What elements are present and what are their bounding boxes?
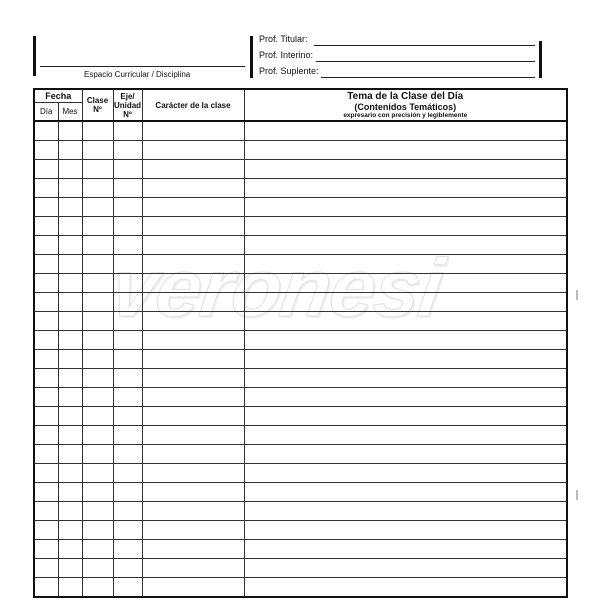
table-row: [34, 369, 567, 388]
cell-caracter[interactable]: [142, 407, 244, 426]
cell-caracter[interactable]: [142, 160, 244, 179]
cell-caracter[interactable]: [142, 445, 244, 464]
cell-eje[interactable]: [113, 350, 142, 369]
cell-clase[interactable]: [82, 141, 113, 160]
cell-caracter[interactable]: [142, 521, 244, 540]
cell-mes[interactable]: [58, 198, 82, 217]
cell-dia[interactable]: [34, 388, 58, 407]
cell-clase[interactable]: [82, 293, 113, 312]
teacher-line-interino[interactable]: [316, 61, 535, 62]
header-mes: Mes: [58, 102, 82, 121]
cell-clase[interactable]: [82, 388, 113, 407]
cell-tema[interactable]: [244, 121, 567, 141]
header-tema-title: Tema de la Clase del Día: [347, 90, 464, 102]
cell-mes[interactable]: [58, 464, 82, 483]
cell-clase[interactable]: [82, 502, 113, 521]
cell-eje[interactable]: [113, 521, 142, 540]
cell-caracter[interactable]: [142, 331, 244, 350]
cell-clase[interactable]: [82, 255, 113, 274]
cell-tema[interactable]: [244, 141, 567, 160]
header-caracter: Carácter de la clase: [142, 89, 244, 121]
watermark-logo: veronesi: [105, 243, 448, 334]
cell-dia[interactable]: [34, 312, 58, 331]
table-row: [34, 198, 567, 217]
cell-caracter[interactable]: [142, 255, 244, 274]
header-tema-sub: (Contenidos Temáticos): [354, 101, 457, 112]
cell-mes[interactable]: [58, 255, 82, 274]
cell-caracter[interactable]: [142, 559, 244, 578]
cell-tema[interactable]: [244, 521, 567, 540]
cell-clase[interactable]: [82, 540, 113, 559]
cell-clase[interactable]: [82, 217, 113, 236]
cell-dia[interactable]: [34, 407, 58, 426]
table-row: [34, 312, 567, 331]
cell-tema[interactable]: [244, 331, 567, 350]
cell-dia[interactable]: [34, 141, 58, 160]
cell-caracter[interactable]: [142, 388, 244, 407]
table-row: [34, 255, 567, 274]
header-right-bar: [539, 41, 542, 78]
cell-mes[interactable]: [58, 217, 82, 236]
cell-eje[interactable]: [113, 274, 142, 293]
table-row: [34, 179, 567, 198]
header-tema: [244, 89, 567, 121]
table-row: [34, 483, 567, 502]
cell-caracter[interactable]: [142, 502, 244, 521]
cell-tema[interactable]: [244, 217, 567, 236]
cell-tema[interactable]: [244, 407, 567, 426]
cell-caracter[interactable]: [142, 369, 244, 388]
header-eje-line2: Unidad: [113, 100, 142, 110]
cell-eje[interactable]: [113, 407, 142, 426]
table-row: [34, 236, 567, 255]
cell-tema[interactable]: [244, 179, 567, 198]
cell-mes[interactable]: [58, 121, 82, 141]
cell-caracter[interactable]: [142, 141, 244, 160]
cell-mes[interactable]: [58, 521, 82, 540]
cell-mes[interactable]: [58, 236, 82, 255]
header-fecha: Fecha: [34, 89, 82, 102]
teacher-label-interino: Prof. Interino:: [259, 50, 314, 60]
table-row: [34, 578, 567, 598]
cell-caracter[interactable]: [142, 350, 244, 369]
cell-dia[interactable]: [34, 350, 58, 369]
cell-eje[interactable]: [113, 217, 142, 236]
cell-eje[interactable]: [113, 578, 142, 598]
table-row: [34, 521, 567, 540]
cell-eje[interactable]: [113, 293, 142, 312]
cell-mes[interactable]: [58, 160, 82, 179]
cell-eje[interactable]: [113, 198, 142, 217]
cell-clase[interactable]: [82, 160, 113, 179]
cell-mes[interactable]: [58, 293, 82, 312]
table-row: [34, 331, 567, 350]
cell-eje[interactable]: [113, 179, 142, 198]
header-clase: [82, 89, 113, 121]
cell-clase[interactable]: [82, 559, 113, 578]
cell-eje[interactable]: [113, 141, 142, 160]
cell-clase[interactable]: [82, 369, 113, 388]
header-clase-line2: Nº: [93, 105, 102, 114]
cell-clase[interactable]: [82, 198, 113, 217]
cell-caracter[interactable]: [142, 578, 244, 598]
course-underline: [40, 66, 245, 67]
teacher-line-suplente[interactable]: [321, 77, 535, 78]
cell-mes[interactable]: [58, 502, 82, 521]
table-row: [34, 445, 567, 464]
cell-mes[interactable]: [58, 559, 82, 578]
cell-caracter[interactable]: [142, 274, 244, 293]
cell-clase[interactable]: [82, 578, 113, 598]
cell-mes[interactable]: [58, 179, 82, 198]
cell-caracter[interactable]: [142, 483, 244, 502]
cell-clase[interactable]: [82, 445, 113, 464]
cell-dia[interactable]: [34, 255, 58, 274]
cell-mes[interactable]: [58, 141, 82, 160]
cell-caracter[interactable]: [142, 312, 244, 331]
table-row: [34, 217, 567, 236]
cell-tema[interactable]: [244, 483, 567, 502]
cell-eje[interactable]: [113, 445, 142, 464]
cell-tema[interactable]: [244, 502, 567, 521]
cell-caracter[interactable]: [142, 217, 244, 236]
cell-dia[interactable]: [34, 502, 58, 521]
cell-dia[interactable]: [34, 160, 58, 179]
cell-caracter[interactable]: [142, 121, 244, 141]
table-row: [34, 426, 567, 445]
teacher-label-titular: Prof. Titular:: [259, 34, 308, 44]
course-label: Espacio Curricular / Disciplina: [84, 70, 191, 79]
cell-mes[interactable]: [58, 274, 82, 293]
cell-mes[interactable]: [58, 483, 82, 502]
table-row: [34, 274, 567, 293]
cell-eje[interactable]: [113, 426, 142, 445]
header-mid-bar: [250, 36, 253, 78]
cell-tema[interactable]: [244, 255, 567, 274]
cell-dia[interactable]: [34, 236, 58, 255]
header-dia: Día: [34, 102, 58, 121]
lesson-rows: [34, 121, 567, 597]
cell-tema[interactable]: [244, 388, 567, 407]
cell-clase[interactable]: [82, 521, 113, 540]
cell-mes[interactable]: [58, 350, 82, 369]
cell-eje[interactable]: [113, 255, 142, 274]
header-clase-line1: Clase: [86, 96, 109, 105]
table-row: [34, 559, 567, 578]
cell-caracter[interactable]: [142, 464, 244, 483]
cell-clase[interactable]: [82, 121, 113, 141]
cell-eje[interactable]: [113, 540, 142, 559]
cell-clase[interactable]: [82, 236, 113, 255]
edge-mark: [576, 290, 578, 300]
cell-dia[interactable]: [34, 369, 58, 388]
cell-mes[interactable]: [58, 445, 82, 464]
table-row: [34, 121, 567, 141]
teacher-line-titular[interactable]: [314, 45, 535, 46]
cell-clase[interactable]: [82, 464, 113, 483]
cell-tema[interactable]: [244, 350, 567, 369]
table-row: [34, 141, 567, 160]
cell-tema[interactable]: [244, 369, 567, 388]
teacher-label-suplente: Prof. Suplente:: [259, 66, 319, 76]
header-eje-line1: Eje/: [120, 91, 135, 101]
cell-tema[interactable]: [244, 426, 567, 445]
cell-caracter[interactable]: [142, 198, 244, 217]
edge-mark: [576, 490, 578, 500]
cell-dia[interactable]: [34, 274, 58, 293]
cell-eje[interactable]: [113, 236, 142, 255]
header-left-bar: [33, 36, 36, 76]
cell-clase[interactable]: [82, 179, 113, 198]
cell-tema[interactable]: [244, 236, 567, 255]
cell-caracter[interactable]: [142, 426, 244, 445]
cell-dia[interactable]: [34, 540, 58, 559]
cell-tema[interactable]: [244, 293, 567, 312]
cell-clase[interactable]: [82, 483, 113, 502]
cell-mes[interactable]: [58, 331, 82, 350]
cell-tema[interactable]: [244, 540, 567, 559]
header-tema-note: expresario con precisión y legiblemente: [343, 111, 468, 119]
cell-caracter[interactable]: [142, 293, 244, 312]
cell-tema[interactable]: [244, 578, 567, 598]
cell-tema[interactable]: [244, 198, 567, 217]
cell-dia[interactable]: [34, 293, 58, 312]
cell-dia[interactable]: [34, 559, 58, 578]
header-eje-line3: Nº: [123, 109, 132, 119]
cell-clase[interactable]: [82, 274, 113, 293]
cell-eje[interactable]: [113, 369, 142, 388]
table-row: [34, 540, 567, 559]
cell-dia[interactable]: [34, 217, 58, 236]
cell-tema[interactable]: [244, 274, 567, 293]
cell-mes[interactable]: [58, 578, 82, 598]
cell-eje[interactable]: [113, 464, 142, 483]
table-row: [34, 293, 567, 312]
cell-clase[interactable]: [82, 312, 113, 331]
cell-dia[interactable]: [34, 521, 58, 540]
cell-dia[interactable]: [34, 483, 58, 502]
cell-eje[interactable]: [113, 502, 142, 521]
cell-dia[interactable]: [34, 179, 58, 198]
cell-eje[interactable]: [113, 559, 142, 578]
cell-clase[interactable]: [82, 331, 113, 350]
table-row: [34, 464, 567, 483]
cell-caracter[interactable]: [142, 540, 244, 559]
cell-dia[interactable]: [34, 426, 58, 445]
table-row: [34, 502, 567, 521]
cell-eje[interactable]: [113, 121, 142, 141]
cell-eje[interactable]: [113, 160, 142, 179]
lesson-table: [33, 88, 568, 598]
header-eje: [113, 89, 142, 121]
cell-tema[interactable]: [244, 445, 567, 464]
table-row: [34, 160, 567, 179]
cell-eje[interactable]: [113, 312, 142, 331]
cell-tema[interactable]: [244, 312, 567, 331]
cell-dia[interactable]: [34, 445, 58, 464]
cell-mes[interactable]: [58, 388, 82, 407]
cell-dia[interactable]: [34, 121, 58, 141]
cell-mes[interactable]: [58, 407, 82, 426]
cell-eje[interactable]: [113, 331, 142, 350]
table-row: [34, 388, 567, 407]
cell-caracter[interactable]: [142, 179, 244, 198]
cell-dia[interactable]: [34, 198, 58, 217]
cell-clase[interactable]: [82, 350, 113, 369]
cell-mes[interactable]: [58, 369, 82, 388]
table-row: [34, 407, 567, 426]
cell-clase[interactable]: [82, 407, 113, 426]
cell-dia[interactable]: [34, 331, 58, 350]
cell-clase[interactable]: [82, 426, 113, 445]
cell-tema[interactable]: [244, 160, 567, 179]
cell-mes[interactable]: [58, 426, 82, 445]
cell-dia[interactable]: [34, 578, 58, 598]
cell-tema[interactable]: [244, 464, 567, 483]
cell-mes[interactable]: [58, 540, 82, 559]
cell-dia[interactable]: [34, 464, 58, 483]
cell-caracter[interactable]: [142, 236, 244, 255]
cell-eje[interactable]: [113, 483, 142, 502]
table-row: [34, 350, 567, 369]
cell-mes[interactable]: [58, 312, 82, 331]
cell-eje[interactable]: [113, 388, 142, 407]
cell-tema[interactable]: [244, 559, 567, 578]
